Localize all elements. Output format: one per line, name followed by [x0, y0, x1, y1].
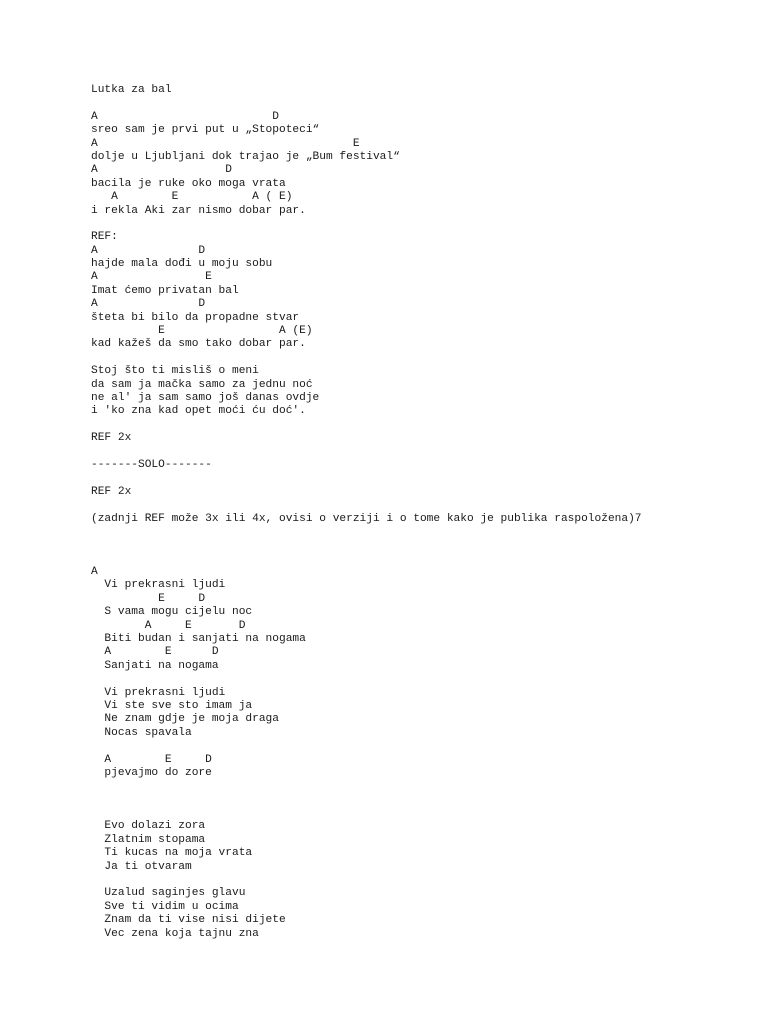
- text-line: da sam ja mačka samo za jednu noć: [91, 378, 313, 391]
- blank-line: [91, 794, 751, 807]
- blank-line: [91, 419, 751, 432]
- text-line: Znam da ti vise nisi dijete: [91, 914, 286, 927]
- text-line: hajde mala dođi u moju sobu: [91, 258, 273, 271]
- text-line: Vi ste sve sto imam ja: [91, 699, 253, 712]
- text-line: bacila je ruke oko moga vrata: [91, 177, 286, 190]
- text-line: Vec zena koja tajnu zna: [91, 927, 259, 940]
- blank-line: [91, 673, 751, 686]
- chord-line: A E D: [91, 753, 212, 766]
- text-line: REF 2x: [91, 432, 132, 445]
- text-line: dolje u Ljubljani dok trajao je „Bum festival“: [91, 150, 400, 163]
- blank-line: [91, 97, 751, 110]
- chord-line: E A (E): [91, 325, 313, 338]
- blank-line: [91, 218, 751, 231]
- blank-line: [91, 526, 751, 539]
- blank-line: [91, 446, 751, 459]
- text-line: šteta bi bilo da propadne stvar: [91, 311, 300, 324]
- text-line: Ja ti otvaram: [91, 860, 192, 873]
- text-line: kad kažeš da smo tako dobar par.: [91, 338, 306, 351]
- text-line: REF 2x: [91, 485, 132, 498]
- text-line: Uzalud saginjes glavu: [91, 887, 246, 900]
- blank-line: [91, 539, 751, 552]
- chord-line: A D: [91, 244, 206, 257]
- text-line: Imat ćemo privatan bal: [91, 284, 239, 297]
- chord-line: A E D: [91, 646, 219, 659]
- text-line: -------SOLO-------: [91, 458, 212, 471]
- text-line: REF:: [91, 231, 118, 244]
- text-line: S vama mogu cijelu noc: [91, 606, 253, 619]
- blank-line: [91, 499, 751, 512]
- text-line: ne al' ja sam samo još danas ovdje: [91, 391, 320, 404]
- text-line: Vi prekrasni ljudi: [91, 579, 226, 592]
- text-line: Ne znam gdje je moja draga: [91, 713, 279, 726]
- text-line: Evo dolazi zora: [91, 820, 206, 833]
- text-line: Ti kucas na moja vrata: [91, 847, 253, 860]
- chord-line: A E A ( E): [91, 191, 293, 204]
- blank-line: [91, 807, 751, 820]
- chord-line: E D: [91, 592, 206, 605]
- text-line: Vi prekrasni ljudi: [91, 686, 226, 699]
- text-line: Zlatnim stopama: [91, 833, 206, 846]
- text-line: Nocas spavala: [91, 726, 192, 739]
- blank-line: [91, 740, 751, 753]
- text-line: pjevajmo do zore: [91, 766, 212, 779]
- blank-line: [91, 553, 751, 566]
- text-line: Biti budan i sanjati na nogama: [91, 633, 306, 646]
- song-title: Lutka za bal: [91, 84, 172, 96]
- text-line: Sve ti vidim u ocima: [91, 900, 239, 913]
- blank-line: [91, 780, 751, 793]
- blank-line: [91, 352, 751, 365]
- chord-line: A D: [91, 110, 279, 123]
- chord-line: A D: [91, 164, 232, 177]
- lyrics-document: [91, 84, 751, 941]
- text-line: (zadnji REF može 3x ili 4x, ovisi o verziji i o tome kako je publika raspoložena)7: [91, 512, 642, 525]
- chord-line: A: [91, 566, 98, 579]
- text-line: i rekla Aki zar nismo dobar par.: [91, 204, 306, 217]
- chord-line: A E: [91, 137, 360, 150]
- blank-line: [91, 874, 751, 887]
- chord-line: A E D: [91, 619, 246, 632]
- text-line: sreo sam je prvi put u „Stopoteci“: [91, 124, 320, 137]
- text-line: Stoj što ti misliš o meni: [91, 365, 259, 378]
- text-line: i 'ko zna kad opet moći ću doć'.: [91, 405, 306, 418]
- chord-line: A D: [91, 298, 206, 311]
- text-line: Sanjati na nogama: [91, 659, 219, 672]
- chord-line: A E: [91, 271, 212, 284]
- blank-line: [91, 472, 751, 485]
